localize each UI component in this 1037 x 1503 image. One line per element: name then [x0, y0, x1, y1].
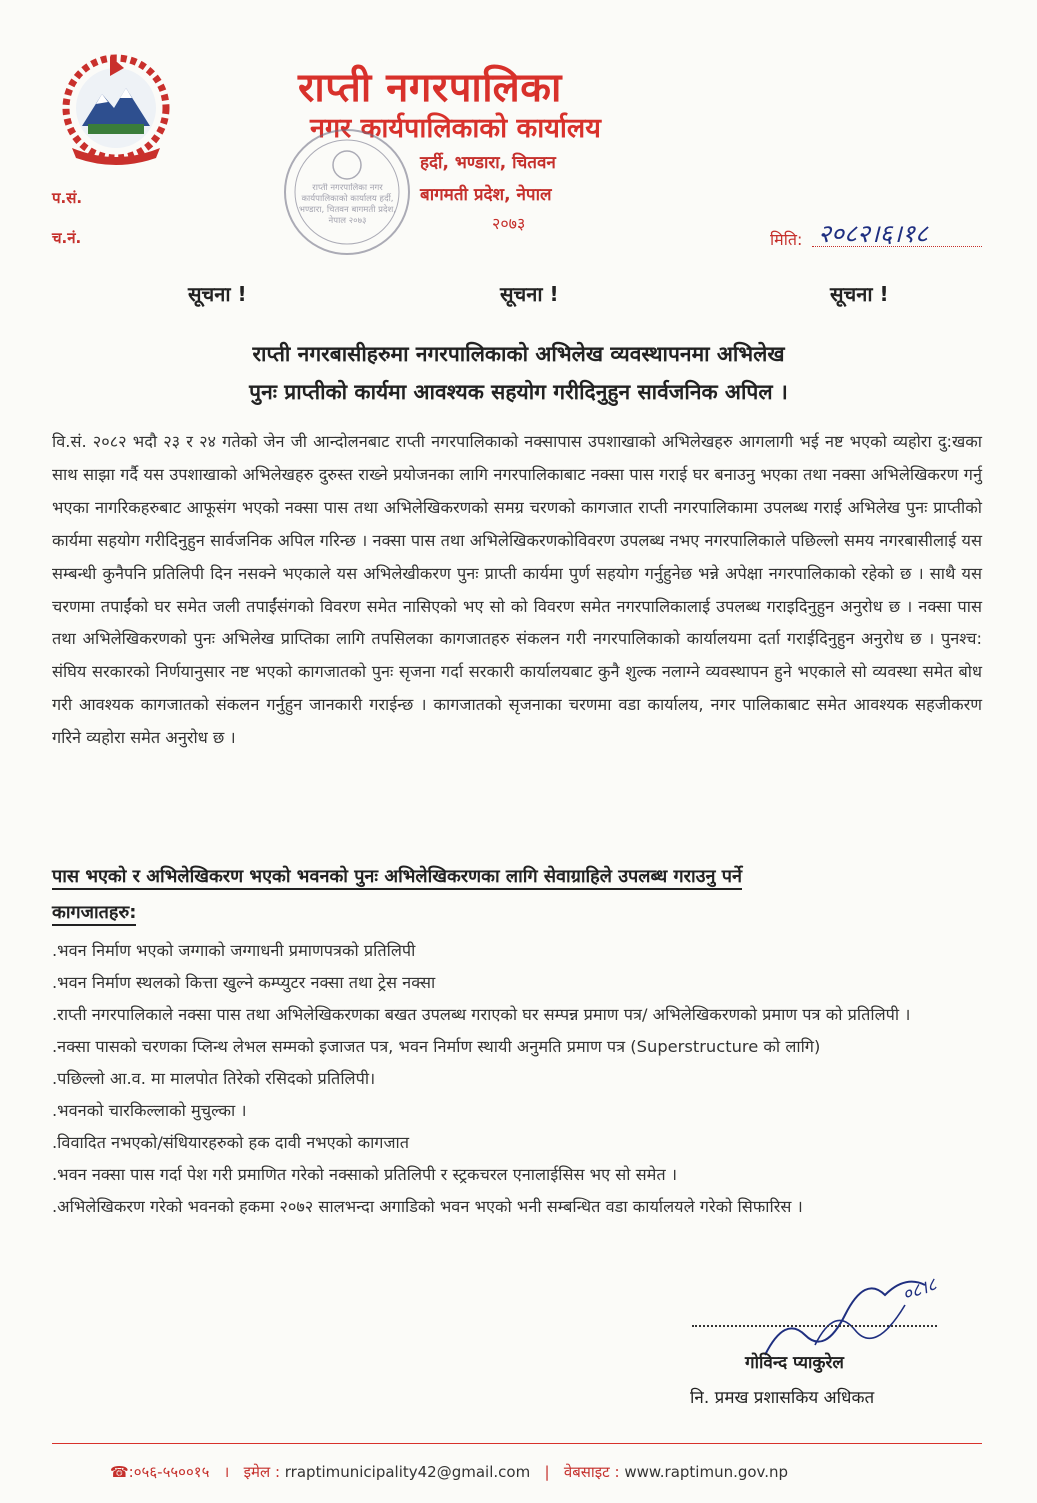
stamp-text: राप्ती नगरपालिका नगर कार्यपालिकाको कार्यालय हर्दी, भण्डारा, चितवन बागमती प्रदेश, नेपाल २०७३	[299, 183, 396, 226]
website-link[interactable]: www.raptimun.gov.np	[624, 1463, 789, 1481]
website-label: वेबसाइट :	[563, 1463, 620, 1481]
office-name: नगर कार्यपालिकाको कार्यालय	[310, 113, 601, 144]
phone-icon: ☎:	[110, 1463, 134, 1481]
list-item: .पछिल्लो आ.व. मा मालपोत तिरेको रसिदको प्रतिलिपी।	[52, 1069, 376, 1088]
email-link[interactable]: rraptimunicipality42@gmail.com	[284, 1463, 531, 1481]
required-documents-list	[46, 935, 986, 1223]
address-line-1: हर्दी, भण्डारा, चितवन	[420, 153, 556, 173]
municipality-name: राप्ती नगरपालिका	[298, 65, 562, 111]
signatory-title: नि. प्रमख प्रशासकिय अधिकत	[690, 1388, 875, 1408]
documents-subheading-line-2	[52, 900, 982, 924]
ref-number-label: प.सं.	[52, 189, 83, 207]
list-item: .विवादित नभएको/संधियारहरुको हक दावी नभएको कागजात	[52, 1133, 410, 1152]
address-line-2: बागमती प्रदेश, नेपाल	[420, 185, 552, 205]
list-item: .भवनको चारकिल्लाको मुचुल्का ।	[52, 1101, 247, 1120]
notice-label-right: सूचना !	[830, 282, 889, 306]
list-item: .राप्ती नगरपालिकाले नक्सा पास तथा अभिलेखिकरणका बखत उपलब्ध गराएको घर सम्पन्न प्रमाण पत्र/ अभिलेखिकरणको प्रमाण पत्र को प्रतिलिपी ।	[52, 1005, 911, 1024]
notice-label-left: सूचना !	[188, 282, 247, 306]
list-item: .भवन नक्सा पास गर्दा पेश गरी प्रमाणित गरेको नक्साको प्रतिलिपी र स्ट्रकचरल एनालाईसिस भए सो समेत ।	[52, 1165, 678, 1184]
phone-number: ०५६-५५००१५	[133, 1463, 210, 1481]
subheading-text-1: पास भएको र अभिलेखिकरण भएको भवनको पुनः अभिलेखिकरणका लागि सेवाग्राहिले उपलब्ध गराउनु पर्ने	[52, 866, 742, 890]
established-year: २०७३	[492, 214, 526, 233]
signatory-name: गोविन्द प्याकुरेल	[745, 1353, 844, 1373]
list-item: .भवन निर्माण भएको जग्गाको जग्गाधनी प्रमाणपत्रको प्रतिलिपी	[52, 941, 416, 960]
date-label: मिति:	[770, 230, 803, 249]
notice-heading-line-2: पुनः प्राप्तीको कार्यमा आवश्यक सहयोग गरीदिनुहुन सार्वजनिक अपिल ।	[249, 380, 788, 404]
dispatch-number-label: च.नं.	[52, 229, 82, 247]
subheading-text-2: कागजातहरु:	[52, 902, 136, 926]
date-underline	[812, 246, 982, 247]
date-value: २०८२।६।१८	[818, 219, 928, 248]
documents-subheading-line-1	[52, 864, 982, 888]
signature-line	[692, 1325, 937, 1327]
notice-heading-line-1: राप्ती नगरबासीहरुमा नगरपालिकाको अभिलेख व्यवस्थापनमा अभिलेख	[252, 342, 785, 366]
footer-contact: ☎:०५६-५५००१५ । इमेल : rraptimunicipality42@gmail.com | वेबसाइट : www.raptimun.gov.np	[110, 1463, 789, 1481]
list-item: .अभिलेखिकरण गरेको भवनको हकमा २०७२ सालभन्दा अगाडिको भवन भएको भनी सम्बन्धित वडा कार्यालयले गरेको सिफारिस ।	[52, 1197, 803, 1216]
nepal-emblem-icon	[52, 48, 180, 166]
email-label: इमेल :	[243, 1463, 280, 1481]
footer-divider	[52, 1443, 982, 1444]
notice-body-paragraph: वि.सं. २०८२ भदौ २३ र २४ गतेको जेन जी आन्दोलनबाट राप्ती नगरपालिकाको नक्सापास उपशाखाको अभिलेखहरु आगलागी भई नष्ट भएको व्यहोरा दु:खका साथ साझा गर्दै यस उपशाखाको अभिलेखहरु दुरुस्त राख्ने प्रयोजनका लागि नगरपालिकाबाट नक्सा पास गराई घर बनाउनु भएका तथा नक्सा अभिलेखिकरण गर्नु भएका नागरिकहरुबाट आफूसंग भएको नक्सा पास तथा अभिलेखिकरणको समग्र चरणको कागजात राप्ती नगरपालिकामा उपलब्ध गराई अभिलेख पुनः प्राप्तीको कार्यमा सहयोग गरीदिनुहुन सार्वजनिक अपिल गरिन्छ । नक्सा पास तथा अभिलेखिकरणकोविवरण उपलब्ध नभए नगरपालिकाले पछिल्लो समय नगरबासीलाई यस सम्बन्धी कुनैपनि प्रतिलिपी दिन नसक्ने भएकाले यस अभिलेखीकरण पुनः प्राप्ती कार्यमा पुर्ण सहयोग गर्नुहुनेछ भन्ने अपेक्षा नगरपालिकाको रहेको छ । साथै यस चरणमा तपाईंको घर समेत जली तपाईंसंगको विवरण समेत नासिएको भए सो को विवरण समेत नगरपालिकालाई उपलब्ध गराइदिनुहुन अनुरोध छ । नक्सा पास तथा अभिलेखिकरणको पुनः अभिलेख प्राप्तिका लागि तपसिलका कागजातहरु संकलन गरी नगरपालिकाको कार्यालयमा दर्ता गराईदिनुहुन अनुरोध छ । पुनश्च: संघिय सरकारको निर्णयानुसार नष्ट भएको कागजातको पुनः सृजना गर्दा सरकारी कार्यालयबाट कुनै शुल्क नलाग्ने व्यवस्थापन हुने भएकाले सो व्यवस्था समेत बोध गरी आवश्यक कागजातको संकलन गर्नुहुन जानकारी गराईन्छ । कागजातको सृजनाका चरणमा वडा कार्यालय, नगर पालिकाबाट समेत आवश्यक सहजीकरण गरिने व्यहोरा समेत अनुरोध छ ।	[52, 432, 982, 748]
signature-date: ०८।८	[899, 1274, 940, 1306]
list-item: .भवन निर्माण स्थलको कित्ता खुल्ने कम्प्युटर नक्सा तथा ट्रेस नक्सा	[52, 973, 436, 992]
list-item: .नक्सा पासको चरणका प्लिन्थ लेभल सम्मको इजाजत पत्र, भवन निर्माण स्थायी अनुमति प्रमाण पत्र (Superstructure को लागि)	[52, 1037, 821, 1056]
notice-label-center: सूचना !	[500, 282, 559, 306]
office-stamp	[280, 125, 415, 260]
